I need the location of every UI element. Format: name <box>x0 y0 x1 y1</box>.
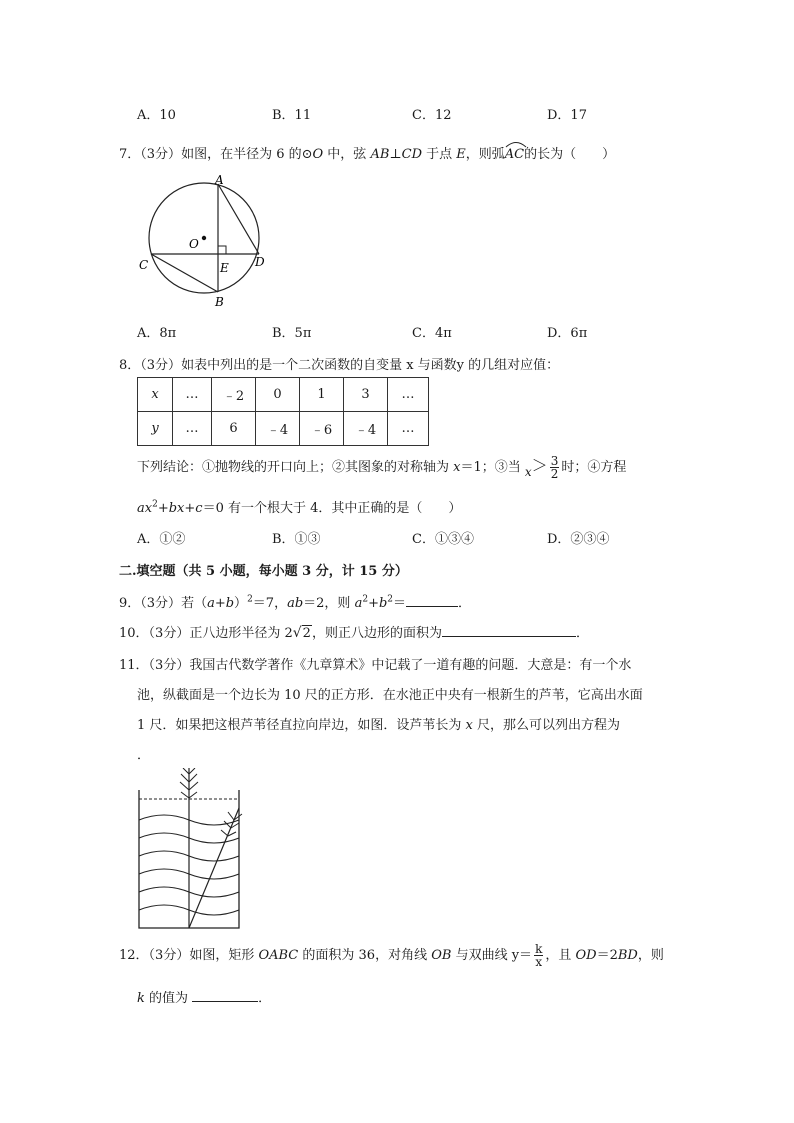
q12-text: ，且 <box>545 948 576 963</box>
q10-text: ． <box>575 626 589 641</box>
q12-text: 的值为 <box>144 991 193 1006</box>
q8-fraction <box>550 455 560 480</box>
q12-line1 <box>119 943 664 969</box>
q10-stem <box>119 622 589 641</box>
q8-option-d: D．②③④ <box>547 532 610 547</box>
right-angle-mark <box>218 246 226 254</box>
q12-text: 的面积为 36，对角线 <box>298 948 432 963</box>
sqrt-icon: √ <box>292 625 302 641</box>
q8-var: ax <box>137 501 153 516</box>
q12-var: OD <box>575 948 597 963</box>
q10-number: 10． <box>119 626 149 641</box>
label-b: B <box>215 295 224 309</box>
q9-var: a <box>354 596 363 611</box>
q8-option-b: B．①③ <box>272 532 321 547</box>
q8-stem <box>119 354 559 373</box>
q8-var-x: x <box>524 465 532 479</box>
q10-radicand: 2 <box>302 626 311 641</box>
q7-option-a: A．8π <box>137 326 177 341</box>
q7-stem <box>119 143 615 162</box>
q6-option-b: B．11 <box>272 108 312 123</box>
q9-text: 若（ <box>181 596 208 611</box>
q8-value-table <box>137 377 429 446</box>
q11-number: 11． <box>119 658 149 673</box>
q8-option-a: A．①② <box>137 532 186 547</box>
label-e: E <box>220 261 229 275</box>
q7-var-e: E <box>456 147 466 162</box>
q7-perp: ⊥ <box>389 147 402 162</box>
q7-option-b: B．5π <box>272 326 312 341</box>
q7-circle-figure <box>138 172 268 310</box>
q9-stem <box>119 592 471 611</box>
q11-line3 <box>137 714 620 733</box>
reed-slanted <box>189 808 239 928</box>
q8-score: （3分） <box>140 358 182 373</box>
q6-option-c: C．12 <box>412 108 452 123</box>
q8-text: 下列结论：①抛物线的开口向上；②其图象的对称轴为 <box>137 460 454 475</box>
q8-text: 时；④方程 <box>561 460 627 475</box>
q8-option-c: C．①③④ <box>412 532 474 547</box>
q12-fraction <box>534 943 543 968</box>
table-cell: … <box>173 378 212 412</box>
table-row <box>138 378 429 412</box>
q11-pond-figure <box>133 768 245 934</box>
q12-text: 与双曲线 <box>451 948 512 963</box>
q9-sup: 2 <box>247 594 253 605</box>
table-cell: … <box>173 412 212 446</box>
q9-var: ab <box>287 596 304 611</box>
table-row <box>138 412 429 446</box>
q9-text: ） <box>234 596 248 611</box>
q9-answer-blank[interactable] <box>406 594 458 607</box>
q12-func: y＝ <box>511 948 533 963</box>
q10-answer-blank[interactable] <box>442 624 576 637</box>
table-cell: ﹣4 <box>344 412 388 446</box>
q11-var-x: x <box>465 718 473 733</box>
q12-number: 12． <box>119 948 149 963</box>
q7-var-cd: CD <box>401 147 422 162</box>
q8-text: ＝1；③当 <box>460 460 525 475</box>
q10-text: ，则正八边形的面积为 <box>311 626 442 641</box>
q7-var-o: O <box>312 147 324 162</box>
table-cell: 0 <box>256 378 300 412</box>
q12-var: OABC <box>258 948 299 963</box>
q7-option-d: D．6π <box>547 326 588 341</box>
q12-text: ，则 <box>637 948 664 963</box>
q11-line4: ． <box>137 748 151 763</box>
q9-var: b <box>378 596 388 611</box>
q9-text: ＝2，则 <box>303 596 355 611</box>
q11-line2: 池，纵截面是一个边长为 10 尺的正方形．在水池正中央有一根新生的芦苇，它高出水面 <box>137 688 643 703</box>
q11-text: 我国古代数学著作《九章算术》中记载了一道有趣的问题．大意是：有一个水 <box>189 658 632 673</box>
q8-gt: ＞ <box>531 456 548 475</box>
fraction-numerator: k <box>535 942 543 956</box>
q11-score: （3分） <box>148 658 190 673</box>
table-cell: 1 <box>300 378 344 412</box>
q7-arc-ac <box>505 147 524 162</box>
q9-number: 9． <box>119 596 141 611</box>
label-o: O <box>189 237 199 251</box>
q10-sqrt <box>293 625 312 641</box>
table-cell: ﹣6 <box>300 412 344 446</box>
q10-coef: 2 <box>284 626 293 641</box>
table-cell: 3 <box>344 378 388 412</box>
label-a: A <box>215 173 224 187</box>
q7-score: （3分） <box>140 147 182 162</box>
q8-conclusions-line2 <box>137 497 461 516</box>
q8-text: ＝0 有一个根大于 4．其中正确的是（ ） <box>202 501 462 516</box>
center-point <box>202 236 206 240</box>
q9-score: （3分） <box>140 596 182 611</box>
section-heading: 二.填空题（共 5 小题，每小题 3 分，计 15 分） <box>119 564 408 579</box>
q8-conclusions-line1 <box>137 452 626 486</box>
q7-var-ac: AC <box>504 147 525 162</box>
q9-text: ＝ <box>393 596 407 611</box>
q6-option-d: D．17 <box>547 108 587 123</box>
arc-symbol-icon <box>505 140 527 148</box>
fraction-denominator: x <box>535 955 543 969</box>
q7-text: 如图，在半径为 6 的⊙ <box>181 147 313 162</box>
q12-var: BD <box>617 948 638 963</box>
q11-text: 1 尺．如果把这根芦苇径直拉向岸边，如图．设芦苇长为 <box>137 718 466 733</box>
q11-line1 <box>119 654 631 673</box>
q8-sup: 2 <box>152 499 158 510</box>
q11-text: 尺，那么可以列出方程为 <box>472 718 621 733</box>
q10-text: 正八边形半径为 <box>189 626 285 641</box>
fraction-denominator: 2 <box>550 467 559 481</box>
q9-var: a+b <box>207 596 235 611</box>
q8-var: +bx+c <box>157 501 203 516</box>
q12-var: OB <box>431 948 452 963</box>
label-d: D <box>255 255 265 269</box>
q7-number: 7． <box>119 147 141 162</box>
q7-var-ab: AB <box>370 147 390 162</box>
table-cell: … <box>388 378 429 412</box>
q12-line2 <box>137 987 271 1006</box>
q7-text: 中，弦 <box>323 147 371 162</box>
q8-var-x: x <box>453 460 461 475</box>
q7-option-c: C．4π <box>412 326 452 341</box>
table-cell: y <box>138 412 173 446</box>
q12-answer-blank[interactable] <box>192 989 258 1002</box>
q9-text: + <box>368 596 379 611</box>
q9-text: ＝7， <box>252 596 288 611</box>
q12-score: （3分） <box>148 948 190 963</box>
table-cell: ﹣4 <box>256 412 300 446</box>
q10-score: （3分） <box>148 626 190 641</box>
table-cell: x <box>138 378 173 412</box>
q7-text: 于点 <box>422 147 457 162</box>
table-cell: ﹣2 <box>212 378 256 412</box>
q7-text: ，则弧 <box>465 147 505 162</box>
q9-text: ． <box>458 596 472 611</box>
q12-text: 如图，矩形 <box>189 948 259 963</box>
q12-text: ． <box>258 991 272 1006</box>
fraction-numerator: 3 <box>550 454 559 468</box>
table-cell: … <box>388 412 429 446</box>
q8-text: 如表中列出的是一个二次函数的自变量 x 与函数y 的几组对应值： <box>181 358 560 373</box>
q9-sup: 2 <box>387 594 394 605</box>
q12-var-k: k <box>137 991 145 1006</box>
q7-text: 的长为（ ） <box>524 147 616 162</box>
table-cell: 6 <box>212 412 256 446</box>
q9-sup: 2 <box>362 594 369 605</box>
label-c: C <box>139 258 149 272</box>
q6-option-a: A．10 <box>137 108 176 123</box>
q12-text: ＝2 <box>596 948 618 963</box>
q8-number: 8． <box>119 358 141 373</box>
